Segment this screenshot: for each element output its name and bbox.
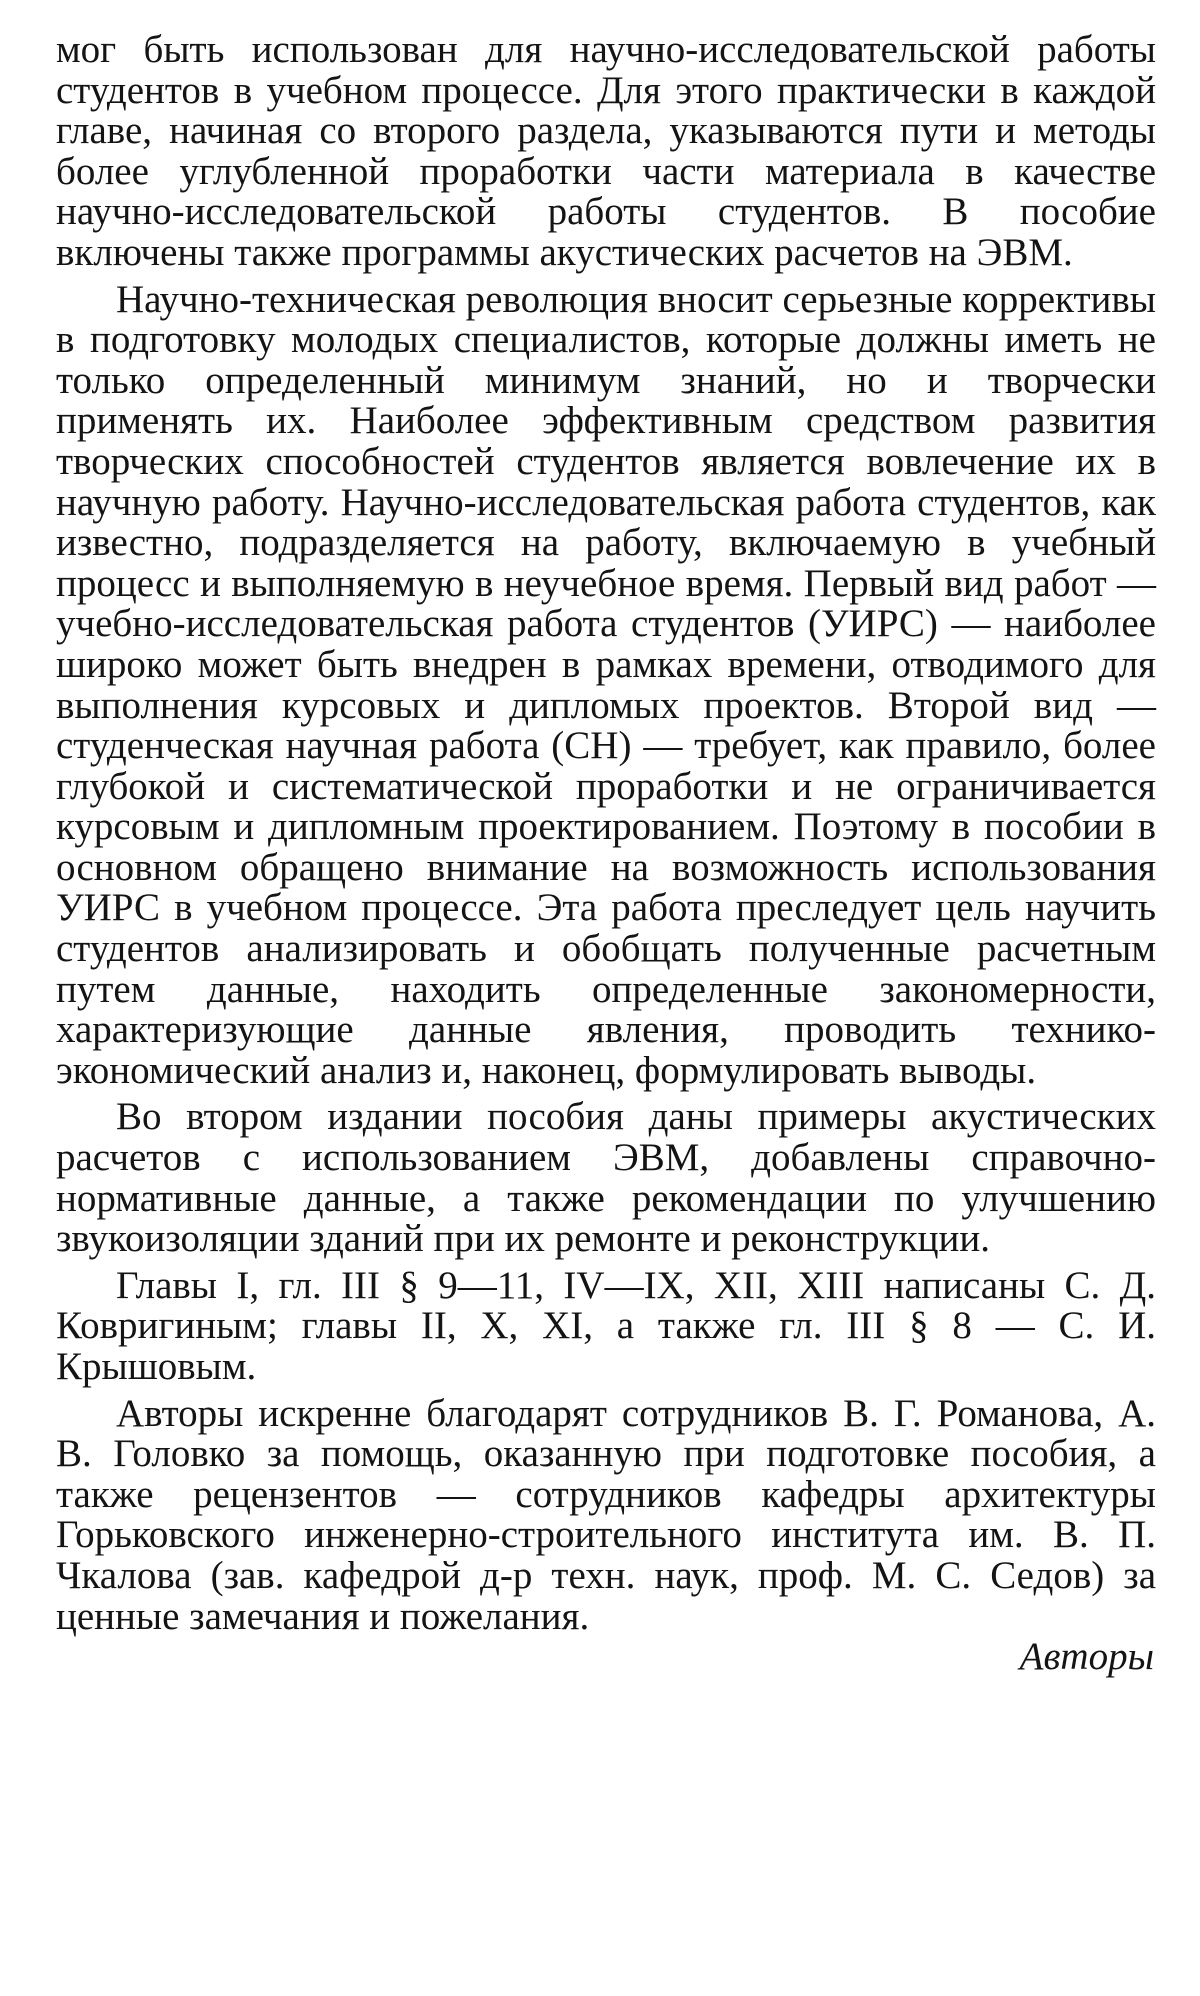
paragraph-2: Научно-техническая революция вносит серьезные коррективы в подготовку молодых специалистов, которые должны иметь не только определенный минимум знаний, но и творчески применять их. Наиболее эффективным средством развития творческих способностей студентов является вовлечение их в научную работу. Научно-исследовательская работа студентов, как известно, подразделяется на работу, включаемую в учебный процесс и выполняемую в неучебное время. Первый вид работ — учебно-исследовательская работа студентов (УИРС) — наиболее широко может быть внедрен в рамках времени, отводимого для выполнения курсовых и дипломых проектов. Второй вид — студенческая научная работа (СН) — требует, как правило, более глубокой и систематической проработки и не ограничивается курсовым и дипломным проектированием. Поэтому в пособии в основном обращено внимание на возможность использования УИРС в учебном процессе. Эта работа преследует цель научить студентов анализировать и обобщать полученные расчетным путем данные, находить определенные закономерности, характеризующие данные явления, проводить технико-экономический анализ и, наконец, формулировать выводы.	[56, 277, 1156, 1092]
paragraph-1: мог быть использован для научно-исследовательской работы студентов в учебном процессе. Для этого практически в каждой главе, начиная со второго раздела, указываются пути и методы более углубленной проработки части материала в качестве научно-исследовательской работы студентов. В пособие включены также программы акустических расчетов на ЭВМ.	[56, 28, 1156, 274]
paragraph-5: Авторы искренне благодарят сотрудников В. Г. Романова, А. В. Головко за помощь, оказанную при подготовке пособия, а также рецензентов — сотрудников кафедры архитектуры Горьковского инженерно-строительного института им. В. П. Чкалова (зав. кафедрой д-р техн. наук, проф. М. С. Седов) за ценные замечания и пожелания.	[56, 1391, 1156, 1638]
paragraph-4: Главы I, гл. III § 9—11, IV—IX, XII, XIII написаны С. Д. Ковригиным; главы II, X, XI, а также гл. III § 8 — С. И. Крышовым.	[56, 1263, 1156, 1388]
authors-signature: Авторы	[1019, 1635, 1154, 1679]
document-page	[56, 30, 1156, 1678]
paragraph-3: Во втором издании пособия даны примеры акустических расчетов с использованием ЭВМ, добавлены справочно-нормативные данные, а также рекомендации по улучшению звукоизоляции зданий при их ремонте и реконструкции.	[56, 1095, 1156, 1261]
